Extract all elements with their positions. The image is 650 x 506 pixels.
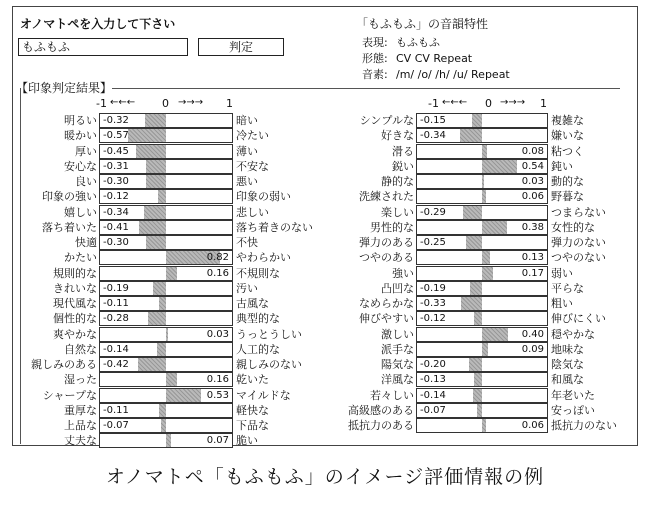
score-bar [482, 175, 484, 188]
row-left-label: 男性的な [370, 220, 414, 234]
score-bar [460, 129, 482, 142]
score-value: -0.30 [103, 176, 129, 187]
score-bar [463, 206, 482, 219]
row-left-label: 陽気な [381, 358, 414, 371]
row-right-label: 典型的な [236, 312, 280, 326]
axis-max-left: 1 [226, 97, 233, 110]
section-divider [112, 88, 620, 89]
score-bar [128, 129, 166, 142]
row-left-label: 弾力のある [359, 236, 414, 249]
score-bar [166, 267, 177, 280]
row-left-label: 楽しい [381, 205, 414, 219]
score-box [416, 189, 548, 204]
score-value: -0.34 [103, 206, 129, 218]
score-bar [144, 206, 166, 219]
row-left-label: 滑る [392, 144, 414, 158]
score-box [99, 250, 233, 265]
score-box [416, 418, 548, 433]
input-prompt: オノマトペを入力して下さい [20, 17, 176, 31]
score-bar [482, 419, 486, 432]
row-right-label: 伸びにくい [551, 312, 606, 326]
row-right-label: 弱い [551, 266, 573, 280]
score-box [99, 159, 233, 174]
row-right-label: 不安な [236, 159, 269, 173]
score-value: 0.03 [521, 176, 544, 187]
score-box [99, 189, 233, 204]
score-value: -0.12 [103, 191, 129, 203]
score-bar [469, 358, 482, 371]
score-box [99, 403, 233, 418]
row-right-label: 人工的な [236, 342, 280, 356]
row-left-label: 親しみのある [31, 358, 97, 371]
row-left-label: 鋭い [392, 159, 414, 173]
row-right-label: 悪い [236, 175, 258, 188]
score-box [416, 403, 548, 418]
score-box [416, 327, 548, 342]
score-value: -0.15 [420, 115, 446, 126]
feature-expression-value: もふもふ [396, 36, 440, 49]
row-right-label: 平らな [551, 281, 584, 295]
score-box [99, 342, 233, 357]
score-box [416, 266, 548, 281]
score-bar [482, 145, 487, 158]
row-left-label: 高級感のある [348, 403, 414, 417]
score-box [416, 128, 548, 143]
score-value: 0.09 [521, 343, 544, 355]
score-bar [482, 251, 490, 264]
row-left-label: 規則的な [53, 266, 97, 280]
row-right-label: つまらない [551, 205, 606, 219]
score-box [99, 327, 233, 342]
score-box [416, 357, 548, 372]
row-left-label: 丈夫な [64, 434, 97, 448]
row-left-label: 明るい [64, 114, 97, 127]
score-value: -0.34 [420, 130, 446, 142]
score-bar [482, 267, 493, 280]
row-right-label: 下品な [236, 419, 269, 432]
score-value: -0.42 [103, 359, 129, 370]
score-value: 0.16 [206, 374, 229, 386]
score-box [416, 296, 548, 311]
score-box [99, 372, 233, 387]
score-value: -0.11 [103, 298, 129, 309]
score-box [99, 266, 233, 281]
row-right-label: 印象の弱い [236, 190, 291, 204]
score-box [99, 113, 233, 128]
score-box [99, 281, 233, 296]
score-bar [470, 282, 482, 295]
row-left-label: 抵抗力のある [348, 419, 414, 432]
row-left-label: 激しい [381, 327, 414, 341]
row-left-label: 上品な [64, 419, 97, 432]
score-bar [148, 312, 166, 325]
row-left-label: 安心な [64, 159, 97, 173]
row-right-label: 陰気な [551, 358, 584, 371]
row-right-label: 脆い [236, 434, 258, 448]
score-bar [473, 389, 482, 402]
score-bar [139, 221, 166, 234]
score-box [99, 220, 233, 235]
score-box [416, 372, 548, 387]
row-right-label: 親しみのない [236, 358, 302, 371]
row-right-label: 動的な [551, 175, 584, 188]
row-right-label: 女性的な [551, 220, 595, 234]
features-title: 「もふもふ」の音韻特性 [356, 17, 489, 31]
score-box [416, 113, 548, 128]
judge-button[interactable]: 判定 [198, 38, 284, 56]
row-right-label: 安っぽい [551, 403, 595, 417]
score-bar [472, 114, 482, 127]
section-title: 【印象判定結果】 [16, 81, 113, 95]
row-left-label: 爽やかな [53, 327, 97, 341]
score-value: -0.32 [103, 115, 129, 126]
score-value: 0.13 [521, 252, 544, 264]
score-value: 0.03 [206, 328, 229, 340]
score-value: -0.13 [420, 374, 446, 386]
score-value: -0.28 [103, 313, 129, 325]
row-right-label: 抵抗力のない [551, 419, 617, 432]
row-right-label: 嫌いな [551, 129, 584, 143]
feature-form-value: CV CV Repeat [396, 52, 473, 65]
row-right-label: 冷たい [236, 129, 269, 143]
score-value: 0.17 [521, 267, 544, 279]
score-value: 0.08 [521, 145, 544, 157]
row-left-label: 厚い [75, 144, 97, 158]
row-right-label: 地味な [551, 342, 584, 356]
score-value: -0.12 [420, 313, 446, 325]
row-left-label: 凸凹な [381, 281, 414, 295]
score-value: 0.06 [521, 420, 544, 431]
row-left-label: つやのある [359, 251, 414, 265]
score-bar [166, 389, 201, 402]
row-right-label: 落ち着きのない [236, 220, 313, 234]
score-value: -0.41 [103, 221, 129, 233]
figure-caption: オノマトペ「もふもふ」のイメージ評価情報の例 [105, 466, 545, 488]
row-left-label: 良い [75, 175, 97, 188]
score-value: 0.16 [206, 267, 229, 279]
row-left-label: 自然な [64, 342, 97, 356]
arrow-left-icon: ←←← [442, 97, 468, 108]
score-box [416, 174, 548, 189]
row-left-label: 現代風な [53, 297, 97, 310]
score-value: -0.33 [420, 298, 446, 309]
feature-phoneme-value: /m/ /o/ /h/ /u/ Repeat [396, 68, 510, 81]
feature-phoneme-label: 音素: [362, 68, 388, 81]
row-left-label: 伸びやすい [359, 312, 414, 326]
score-box [99, 296, 233, 311]
score-bar [482, 160, 517, 173]
row-right-label: 古風な [236, 297, 269, 310]
score-value: -0.07 [420, 404, 446, 416]
feature-form-label: 形態: [362, 52, 388, 65]
score-value: 0.53 [206, 389, 229, 401]
score-bar [477, 404, 482, 417]
score-bar [166, 434, 171, 447]
score-bar [161, 419, 166, 432]
score-bar [159, 297, 166, 310]
score-box [99, 235, 233, 250]
row-right-label: 弾力のない [551, 236, 606, 249]
score-box [99, 144, 233, 159]
score-value: 0.07 [206, 435, 229, 447]
row-right-label: 穏やかな [551, 327, 595, 341]
score-value: -0.45 [103, 145, 129, 157]
row-right-label: 和風な [551, 373, 584, 387]
score-box [99, 128, 233, 143]
row-right-label: 複雑な [551, 114, 584, 127]
score-box [99, 418, 233, 433]
score-value: -0.14 [420, 389, 446, 401]
score-box [416, 281, 548, 296]
axis-zero-right: 0 [485, 97, 492, 110]
score-bar [166, 373, 177, 386]
row-right-label: 悲しい [236, 205, 269, 219]
score-value: -0.25 [420, 237, 446, 248]
score-value: -0.14 [103, 343, 129, 355]
score-value: -0.57 [103, 130, 129, 142]
score-bar [474, 373, 482, 386]
score-box [99, 433, 233, 448]
row-left-label: 派手な [381, 342, 414, 356]
score-box [99, 205, 233, 220]
score-value: 0.54 [521, 160, 544, 172]
row-left-label: 重厚な [64, 403, 97, 417]
row-right-label: 軽快な [236, 403, 269, 417]
row-right-label: 暗い [236, 114, 258, 127]
row-right-label: 年老いた [551, 388, 595, 402]
score-value: 0.82 [206, 252, 229, 264]
score-box [416, 250, 548, 265]
score-bar [482, 221, 507, 234]
row-right-label: やわらかい [236, 251, 291, 265]
score-box [99, 357, 233, 372]
row-left-label: 洗練された [359, 190, 414, 204]
score-value: -0.20 [420, 359, 446, 370]
score-box [416, 144, 548, 159]
score-value: -0.07 [103, 420, 129, 431]
axis-min-right: -1 [428, 97, 439, 110]
onomatopoeia-input[interactable]: もふもふ [18, 38, 188, 56]
score-value: -0.11 [103, 404, 129, 416]
score-value: 0.38 [521, 221, 544, 233]
row-left-label: かたい [64, 251, 97, 265]
score-bar [136, 145, 166, 158]
score-bar [146, 160, 166, 173]
score-box [416, 342, 548, 357]
score-value: -0.19 [420, 282, 446, 294]
score-box [99, 311, 233, 326]
arrow-right-icon: →→→ [178, 97, 204, 108]
score-value: -0.30 [103, 237, 129, 248]
row-right-label: つやのない [551, 251, 606, 265]
score-bar [145, 114, 166, 127]
row-right-label: 粗い [551, 297, 573, 310]
row-right-label: 薄い [236, 144, 258, 158]
score-bar [158, 190, 166, 203]
row-right-label: 汚い [236, 281, 258, 295]
row-left-label: 湿った [64, 373, 97, 387]
score-box [416, 311, 548, 326]
axis-zero-left: 0 [162, 97, 169, 110]
score-bar [482, 328, 508, 341]
row-left-label: 静的な [381, 175, 414, 188]
row-right-label: 野暮な [551, 190, 584, 204]
score-bar [138, 358, 166, 371]
row-left-label: 好きな [381, 129, 414, 143]
row-right-label: マイルドな [236, 388, 291, 402]
row-left-label: 洋風な [381, 373, 414, 387]
row-left-label: きれいな [53, 281, 97, 295]
score-bar [146, 236, 166, 249]
score-bar [166, 328, 168, 341]
score-value: -0.29 [420, 206, 446, 218]
row-right-label: 不快 [236, 236, 258, 249]
row-left-label: シンプルな [359, 114, 414, 127]
score-box [416, 220, 548, 235]
row-right-label: 鈍い [551, 159, 573, 173]
row-left-label: 嬉しい [64, 205, 97, 219]
row-left-label: なめらかな [359, 297, 414, 310]
row-left-label: 若々しい [370, 388, 414, 402]
arrow-left-icon: ←←← [110, 97, 136, 108]
score-value: 0.40 [521, 328, 544, 340]
row-left-label: シャープな [42, 388, 97, 402]
score-bar [153, 282, 166, 295]
row-right-label: 粘つく [551, 144, 584, 158]
score-box [416, 388, 548, 403]
axis-max-right: 1 [540, 97, 547, 110]
score-box [416, 235, 548, 250]
row-right-label: 乾いた [236, 373, 269, 387]
score-value: -0.19 [103, 282, 129, 294]
score-bar [466, 236, 482, 249]
axis-min-left: -1 [96, 97, 107, 110]
score-bar [157, 343, 166, 356]
score-box [416, 159, 548, 174]
score-bar [146, 175, 166, 188]
row-left-label: 個性的な [53, 312, 97, 326]
arrow-right-icon: →→→ [500, 97, 526, 108]
score-box [99, 388, 233, 403]
score-bar [482, 190, 486, 203]
score-value: -0.31 [103, 160, 129, 172]
row-right-label: うっとうしい [236, 327, 302, 341]
score-box [99, 174, 233, 189]
score-bar [474, 312, 482, 325]
row-left-label: 印象の強い [42, 190, 97, 204]
row-left-label: 暖かい [64, 129, 97, 143]
score-box [416, 205, 548, 220]
row-right-label: 不規則な [236, 266, 280, 280]
score-bar [461, 297, 482, 310]
feature-expression-label: 表現: [362, 36, 388, 49]
row-left-label: 落ち着いた [42, 220, 97, 234]
row-left-label: 強い [392, 266, 414, 280]
score-bar [482, 343, 488, 356]
row-left-label: 快適 [75, 236, 97, 249]
score-bar [159, 404, 166, 417]
score-value: 0.06 [521, 191, 544, 203]
